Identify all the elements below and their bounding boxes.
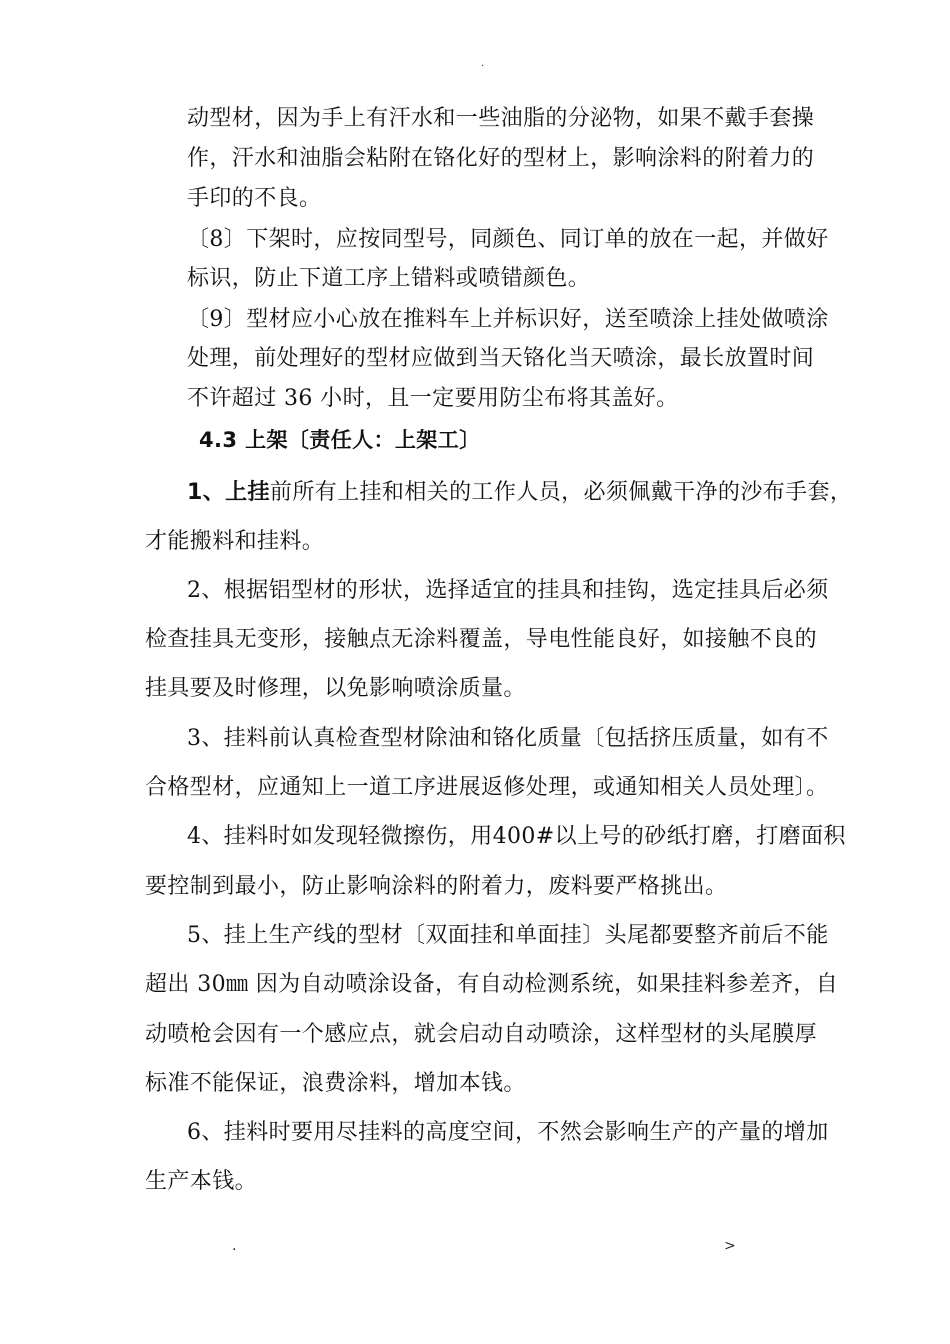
- paragraph-line: 生产本钱。: [145, 1169, 258, 1194]
- paragraph-line: 标识，防止下道工序上错料或喷错颜色。: [187, 266, 591, 291]
- paragraph-line: 处理，前处理好的型材应做到当天铬化当天喷涂，最长放置时间: [187, 346, 815, 371]
- section-heading: 4.3 上架〔责任人：上架工〕: [199, 428, 481, 452]
- paragraph-line: 检查挂具无变形，接触点无涂料覆盖，导电性能良好，如接触不良的: [145, 627, 818, 652]
- paragraph-line: 要控制到最小，防止影响涂料的附着力，废料要严格挑出。: [145, 874, 728, 899]
- paragraph-line: [187, 478, 852, 508]
- footer-arrow-mark: >: [724, 1238, 736, 1254]
- paragraph-line: 超出 30㎜ 因为自动喷涂设备，有自动检测系统，如果挂料参差齐，自: [145, 972, 839, 997]
- paragraph-line: 合格型材，应通知上一道工序进展返修处理，或通知相关人员处理〕。: [145, 775, 829, 800]
- paragraph-line: 动型材，因为手上有汗水和一些油脂的分泌物，如果不戴手套操: [187, 106, 815, 131]
- paragraph-line: 才能搬料和挂料。: [145, 529, 325, 554]
- paragraph-line: 3、挂料前认真检查型材除油和铬化质量〔包括挤压质量，如有不: [187, 726, 829, 751]
- paragraph-line: 不许超过 36 小时，且一定要用防尘布将其盖好。: [187, 386, 679, 411]
- header-dot: .: [481, 58, 485, 69]
- paragraph-line: 挂具要及时修理，以免影响喷涂质量。: [145, 676, 526, 701]
- item-text: 前所有上挂和相关的工作人员，必须佩戴干净的沙布手套，: [269, 480, 853, 505]
- paragraph-line: 〔8〕下架时，应按同型号，同颜色、同订单的放在一起，并做好: [187, 227, 829, 252]
- paragraph-line: 〔9〕型材应小心放在推料车上并标识好，送至喷涂上挂处做喷涂: [187, 307, 829, 332]
- paragraph-line: 6、挂料时要用尽挂料的高度空间，不然会影响生产的产量的增加: [187, 1120, 829, 1145]
- paragraph-line: 4、挂料时如发现轻微擦伤，用400#以上号的砂纸打磨，打磨面积: [187, 824, 846, 849]
- paragraph-line: 手印的不良。: [187, 186, 322, 211]
- paragraph-line: 动喷枪会因有一个感应点，就会启动自动喷涂，这样型材的头尾膜厚: [145, 1022, 818, 1047]
- footer-dot: .: [232, 1238, 237, 1254]
- item-lead: 1、上挂: [187, 480, 270, 505]
- paragraph-line: 作，汗水和油脂会粘附在铬化好的型材上，影响涂料的附着力的: [187, 146, 815, 171]
- paragraph-line: 标准不能保证，浪费涂料，增加本钱。: [145, 1071, 526, 1096]
- paragraph-line: 2、根据铝型材的形状，选择适宜的挂具和挂钩，选定挂具后必须: [187, 578, 829, 603]
- paragraph-line: 5、挂上生产线的型材〔双面挂和单面挂〕头尾都要整齐前后不能: [187, 923, 829, 948]
